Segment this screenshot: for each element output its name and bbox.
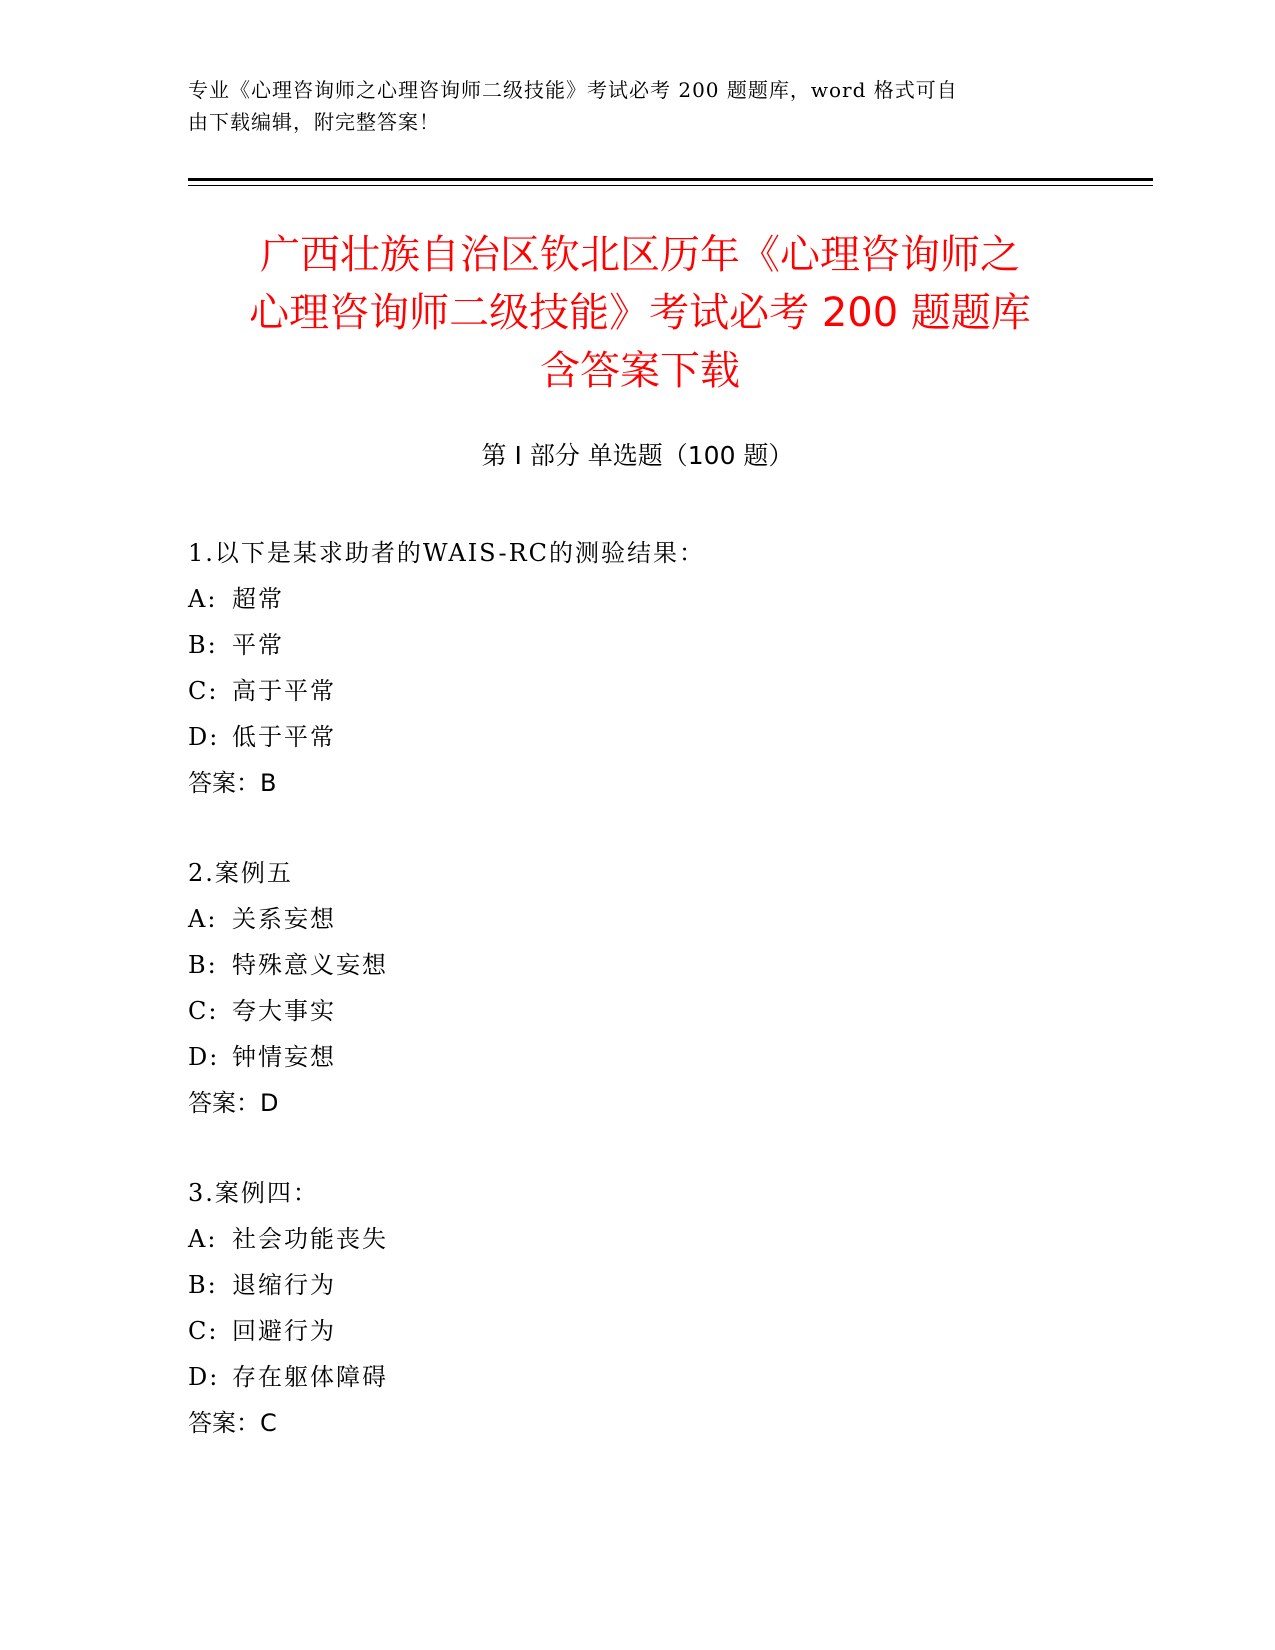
question-2 (188, 850, 1128, 1126)
intro-line-2: 由下载编辑，附完整答案！ (188, 110, 440, 134)
option-text: 低于平常 (232, 723, 336, 751)
option-text: 高于平常 (232, 677, 336, 705)
question-stem: 2.案例五 (188, 859, 293, 887)
option-text: 回避行为 (232, 1317, 336, 1345)
option-text: 存在躯体障碍 (232, 1363, 388, 1391)
option-a (188, 576, 1128, 622)
option-letter: A: (188, 1225, 218, 1253)
question-stem: 3.案例四： (188, 1179, 319, 1207)
option-text: 关系妄想 (232, 905, 336, 933)
option-d (188, 1354, 1128, 1400)
option-letter: A: (188, 585, 218, 613)
option-letter: A: (188, 905, 218, 933)
option-b (188, 1262, 1128, 1308)
option-text: 超常 (232, 585, 284, 613)
option-letter: B: (188, 631, 218, 659)
option-letter: D: (188, 723, 220, 751)
option-c (188, 668, 1128, 714)
option-c (188, 988, 1128, 1034)
header-divider-thick (188, 178, 1153, 181)
question-stem: 1.以下是某求助者的WAIS-RC的测验结果： (188, 539, 706, 567)
option-b (188, 622, 1128, 668)
answer-line: 答案：D (188, 1089, 279, 1117)
option-text: 特殊意义妄想 (232, 951, 388, 979)
option-letter: D: (188, 1043, 220, 1071)
option-letter: B: (188, 951, 218, 979)
answer-line: 答案：B (188, 769, 277, 797)
answer-line: 答案：C (188, 1409, 277, 1437)
option-a (188, 896, 1128, 942)
section-heading: 第 I 部分 单选题（100 题） (481, 441, 794, 470)
document-title (160, 226, 1120, 400)
option-d (188, 714, 1128, 760)
option-b (188, 942, 1128, 988)
option-letter: C: (188, 677, 219, 705)
title-line-3: 含答案下载 (540, 348, 740, 394)
option-text: 退缩行为 (232, 1271, 336, 1299)
intro-line-1: 专业《心理咨询师之心理咨询师二级技能》考试必考 200 题题库，word 格式可自 (188, 78, 958, 102)
option-text: 社会功能丧失 (232, 1225, 388, 1253)
intro-text (188, 74, 1068, 138)
header-divider-thin (188, 185, 1153, 186)
option-text: 平常 (232, 631, 284, 659)
title-line-1: 广西壮族自治区钦北区历年《心理咨询师之 (260, 232, 1020, 278)
question-1 (188, 530, 1128, 806)
option-letter: B: (188, 1271, 218, 1299)
option-letter: D: (188, 1363, 220, 1391)
option-text: 夸大事实 (232, 997, 336, 1025)
question-list (188, 530, 1128, 1490)
option-letter: C: (188, 1317, 219, 1345)
question-3 (188, 1170, 1128, 1446)
option-letter: C: (188, 997, 219, 1025)
title-line-2: 心理咨询师二级技能》考试必考 200 题题库 (249, 290, 1031, 336)
option-a (188, 1216, 1128, 1262)
option-c (188, 1308, 1128, 1354)
option-d (188, 1034, 1128, 1080)
option-text: 钟情妄想 (232, 1043, 336, 1071)
